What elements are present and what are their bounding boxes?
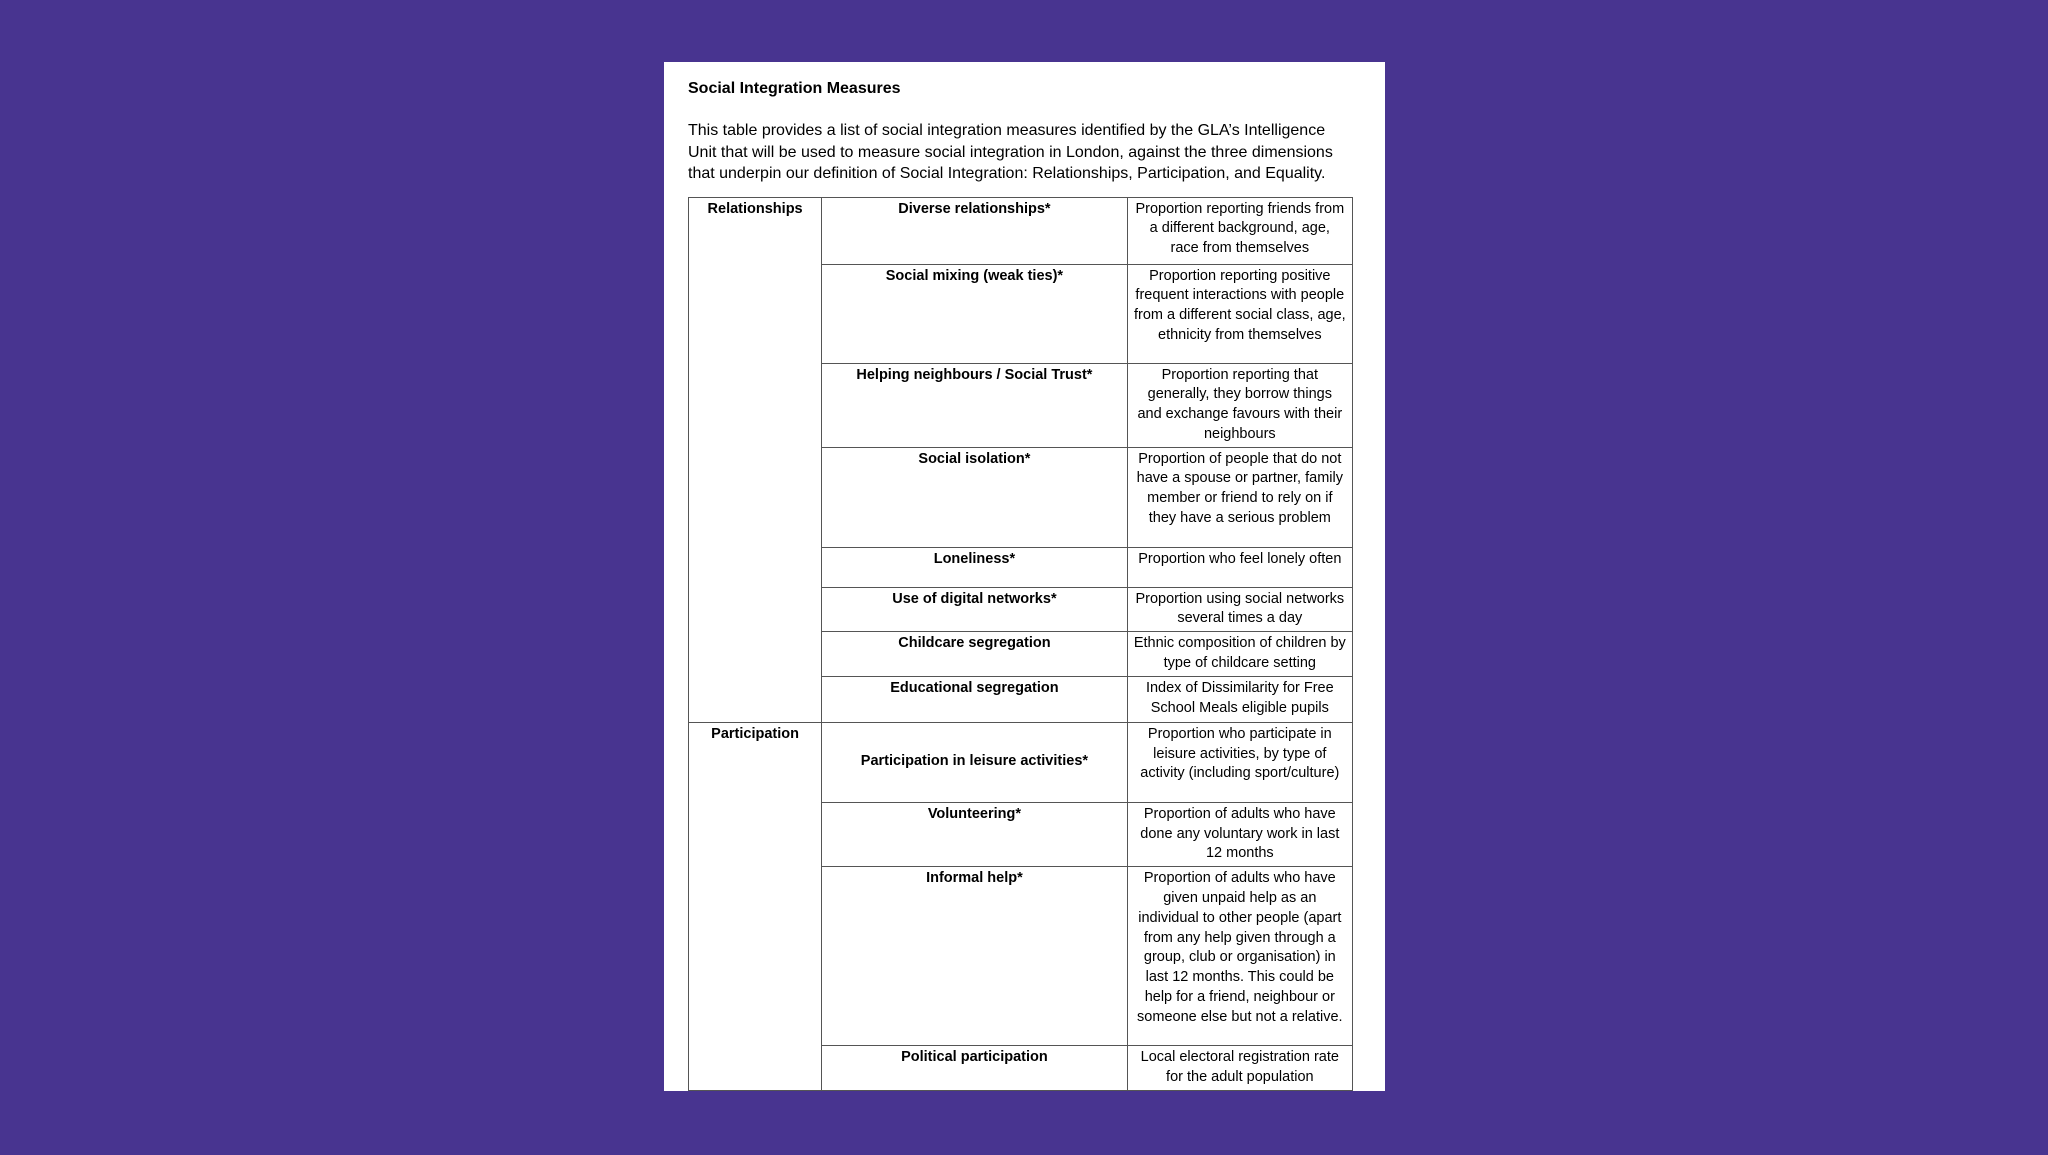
measure-cell: Social isolation* — [822, 447, 1127, 547]
measure-cell: Social mixing (weak ties)* — [822, 264, 1127, 363]
measure-cell: Participation in leisure activities* — [822, 722, 1127, 802]
measure-cell: Informal help* — [822, 867, 1127, 1046]
measure-cell: Helping neighbours / Social Trust* — [822, 363, 1127, 447]
description-cell: Ethnic composition of children by type of childcare setting — [1127, 632, 1352, 677]
measure-cell: Volunteering* — [822, 802, 1127, 866]
description-cell: Proportion reporting that generally, they borrow things and exchange favours with their neighbours — [1127, 363, 1352, 447]
description-cell: Proportion of adults who have done any voluntary work in last 12 months — [1127, 802, 1352, 866]
document-title: Social Integration Measures — [688, 80, 901, 97]
dimension-relationships: Relationships — [689, 197, 822, 722]
measure-cell: Use of digital networks* — [822, 587, 1127, 632]
description-cell: Proportion who feel lonely often — [1127, 547, 1352, 587]
document-page — [664, 62, 1385, 1091]
measure-cell: Diverse relationships* — [822, 197, 1127, 264]
measures-table — [688, 197, 1353, 1091]
measure-cell: Childcare segregation — [822, 632, 1127, 677]
dimension-participation: Participation — [689, 722, 822, 1090]
table-row — [689, 197, 1353, 264]
measure-cell: Political participation — [822, 1046, 1127, 1091]
document-intro: This table provides a list of social integration measures identified by the GLA’s Intelligence Unit that will be used to measure social integration in London, against the three dimensions that underpin our definition of Social Integration: Relationships, Participation, and Equality. — [688, 122, 1333, 182]
measure-cell: Loneliness* — [822, 547, 1127, 587]
description-cell: Proportion using social networks several times a day — [1127, 587, 1352, 632]
description-cell: Proportion reporting friends from a different background, age, race from themselves — [1127, 197, 1352, 264]
description-cell: Proportion reporting positive frequent interactions with people from a different social class, age, ethnicity from themselves — [1127, 264, 1352, 363]
measure-cell: Educational segregation — [822, 676, 1127, 722]
description-cell: Proportion of people that do not have a spouse or partner, family member or friend to rely on if they have a serious problem — [1127, 447, 1352, 547]
description-cell: Proportion of adults who have given unpaid help as an individual to other people (apart from any help given through a group, club or organisation) in last 12 months. This could be help for a friend, neighbour or someone else but not a relative. — [1127, 867, 1352, 1046]
table-row — [689, 722, 1353, 802]
description-cell: Index of Dissimilarity for Free School Meals eligible pupils — [1127, 676, 1352, 722]
description-cell: Proportion who participate in leisure activities, by type of activity (including sport/culture) — [1127, 722, 1352, 802]
description-cell: Local electoral registration rate for the adult population — [1127, 1046, 1352, 1091]
